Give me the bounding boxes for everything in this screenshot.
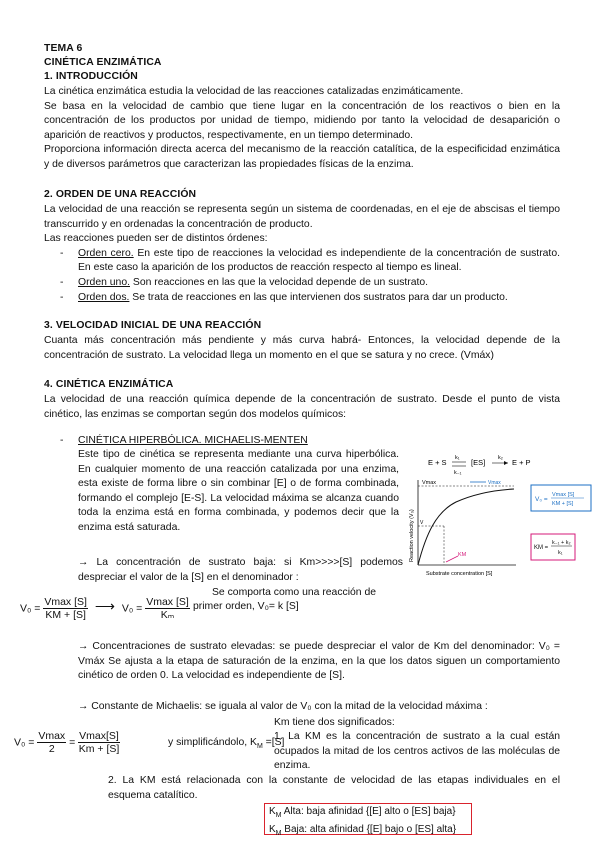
affinity-high — [269, 805, 467, 823]
section-3-heading: 3. VELOCIDAD INICIAL DE UNA REACCIÓN — [44, 320, 262, 331]
section-2-body — [44, 203, 560, 305]
order-term: Orden cero. — [78, 247, 134, 259]
mm-paragraph: Este tipo de cinética se representa mediante una curva hiperbólica. En cualquier momento de una reacción catalizada por una enzima, esta existe de forma libre o sin combinar [E] o de forma combinada, formando el complejo [E-S]. La velocidad máxima se alcanza cuando toda la enzima está en forma combinada, y podemos decir que la enzima está saturada. — [78, 449, 399, 533]
list-item — [44, 276, 560, 291]
numerator: Vmax [S] — [44, 596, 87, 608]
half-vmax-label: V — [420, 520, 424, 526]
numerator: Vmax — [38, 730, 66, 742]
michaelis-menten-figure — [404, 452, 596, 582]
paragraph: La cinética enzimática estudia la velocidad de las reacciones catalizadas enzimáticamente. — [44, 86, 464, 97]
tema-label: TEMA 6 — [44, 43, 83, 54]
section-4-intro: La velocidad de una reacción química depende de la concentración de sustrato. Desde el punto de vista cinético, las enzimas se comportan según dos modelos químicos: — [44, 394, 560, 420]
affinity-box — [264, 803, 472, 835]
scheme-k1: k₁ — [455, 455, 460, 461]
equals-sign: = — [69, 736, 76, 749]
subscript: M — [275, 830, 282, 837]
x-axis-label: Substrate concentration [S] — [426, 571, 493, 577]
denominator: KM + [S] — [45, 609, 86, 621]
section-1-body — [44, 85, 560, 173]
simplification-label: y simplificándolo, K — [168, 737, 257, 748]
scheme-es: [ES] — [471, 458, 486, 467]
mm-equation-num: Vmax [S] — [552, 492, 575, 498]
section-1-heading: 1. INTRODUCCIÓN — [44, 71, 138, 82]
order-text: Se trata de reacciones en las que intervienen dos sustratos para dar un producto. — [129, 291, 508, 303]
y-axis-label: Reaction velocity (V₀) — [409, 509, 415, 562]
simplification-result: =[S] — [262, 737, 285, 748]
high-substrate-paragraph: → Concentraciones de sustrato elevadas: se puede despreciar el valor de Km del denominador: V₀ = Vmáx Se ajusta a la etapa de saturación de la enzima, en la que los datos siguen un comportamiento cinético de orden 0. La velocidad es independiente de [S]. — [78, 641, 560, 682]
order-list — [44, 247, 560, 305]
section-3-body: Cuanta más concentración más pendiente y más curva habrá- Entonces, la velocidad depende de la concentración de sustrato. La velocidad llega un momento en el que se satura y no crece. (Vmáx) — [44, 335, 560, 361]
arrow-head-icon — [504, 461, 508, 465]
affinity-low — [269, 823, 467, 841]
right-arrow-icon: ⟶ — [94, 598, 115, 615]
fraction — [37, 730, 66, 755]
section-4-heading: 4. CINÉTICA ENZIMÁTICA — [44, 379, 174, 390]
km-equation-num: k₋₁ + k₂ — [552, 540, 571, 546]
fraction — [145, 596, 190, 621]
km-definition-line: → Constante de Michaelis: se iguala al valor de V₀ con la mitad de la velocidad máxima : — [78, 701, 488, 712]
mm-equation-lhs: V₀ = — [535, 496, 548, 503]
order-text: En este tipo de reacciones la velocidad es independiente de la concentración de sustrato. En este caso la aparición de los productos de reacción respecto al tiempo es lineal. — [78, 247, 560, 274]
numerator: Vmax [S] — [146, 596, 189, 608]
formula-mm-full — [20, 596, 190, 621]
order-term: Orden uno. — [78, 276, 130, 288]
affinity-text: Baja: alta afinidad {[E] bajo o [ES] alta} — [281, 824, 457, 835]
paragraph: La velocidad de una reacción se representa según un sistema de coordenadas, en el eje de abscisas el tiempo transcurrido y en ordenadas la concentración de producto. — [44, 204, 560, 230]
subscript: M — [275, 812, 282, 819]
list-dash: - — [60, 435, 64, 446]
mm-equation-den: KM + [S] — [552, 501, 574, 507]
scheme-k2: k₂ — [498, 455, 503, 461]
document-title: CINÉTICA ENZIMÁTICA — [44, 57, 162, 68]
paragraph: Proporciona información directa acerca del mecanismo de la reacción catalítica, de la especificidad enzimática y de diversos parámetros que caracterizan las propiedades físicas de la enzima. — [44, 144, 560, 170]
km-pointer-label: KM — [458, 552, 467, 558]
km-meanings-intro: Km tiene dos significados: — [274, 717, 395, 728]
v0-symbol: V₀ = — [14, 736, 35, 749]
order-text: Son reacciones en las que la velocidad depende de un sustrato. — [130, 276, 429, 288]
mm-title: CINÉTICA HIPERBÓLICA. MICHAELIS-MENTEN — [78, 435, 308, 446]
v0-symbol: V₀ = — [20, 602, 41, 615]
list-item — [44, 247, 560, 276]
order-term: Orden dos. — [78, 291, 130, 303]
first-order-text-a: Se comporta como una reacción de — [212, 587, 377, 598]
scheme-e-s: E + S — [428, 458, 447, 467]
section-2-heading: 2. ORDEN DE UNA REACCIÓN — [44, 189, 197, 200]
vmax-pointer-label: Vmax — [488, 480, 501, 486]
denominator: 2 — [48, 743, 55, 755]
km-equation-lhs: KM = — [534, 545, 549, 551]
k-symbol: K — [269, 824, 276, 835]
list-item — [44, 291, 560, 306]
km-meaning-2: 2. La KM está relacionada con la constante de velocidad de las etapas individuales en el esquema catalítico. — [108, 775, 560, 801]
formula-km-half — [14, 730, 120, 755]
vmax-label: Vmax — [422, 480, 437, 486]
paragraph: Se basa en la velocidad de cambio que tiene lugar en la concentración de los reactivos o bien en la concentración de los productos por unidad de tiempo, midiendo por tanto la velocidad de desaparición o aparición de reactivos y productos, respectivamente, en un tiempo determinado. — [44, 100, 560, 141]
scheme-e-p: E + P — [512, 458, 531, 467]
simplification-text — [168, 736, 284, 755]
subscript: M — [256, 743, 263, 751]
v0-symbol: V₀ = — [121, 602, 143, 615]
low-substrate-paragraph: → La concentración de sustrato baja: si Km>>>>[S] podemos despreciar el valor de la [S] en el denominador : — [78, 557, 403, 583]
km-equation-den: k₁ — [558, 550, 563, 556]
affinity-text: Alta: baja afinidad {[E] alto o [ES] baja} — [281, 806, 456, 817]
numerator: Vmax[S] — [79, 730, 119, 742]
km-meaning-1: 1. La KM es la concentración de sustrato a la cual están ocupados la mitad de los centros activos de las moléculas de enzima. — [274, 731, 560, 772]
denominator: Km + [S] — [78, 743, 120, 755]
km-pointer — [446, 556, 458, 562]
k-symbol: K — [269, 806, 276, 817]
first-order-text-b: primer orden, V₀= k [S] — [193, 601, 299, 612]
denominator: Kₘ — [160, 609, 175, 621]
scheme-k-minus-1: k₋₁ — [454, 470, 462, 476]
fraction — [78, 730, 120, 755]
paragraph: Las reacciones pueden ser de distintos órdenes: — [44, 233, 268, 245]
fraction — [43, 596, 88, 621]
